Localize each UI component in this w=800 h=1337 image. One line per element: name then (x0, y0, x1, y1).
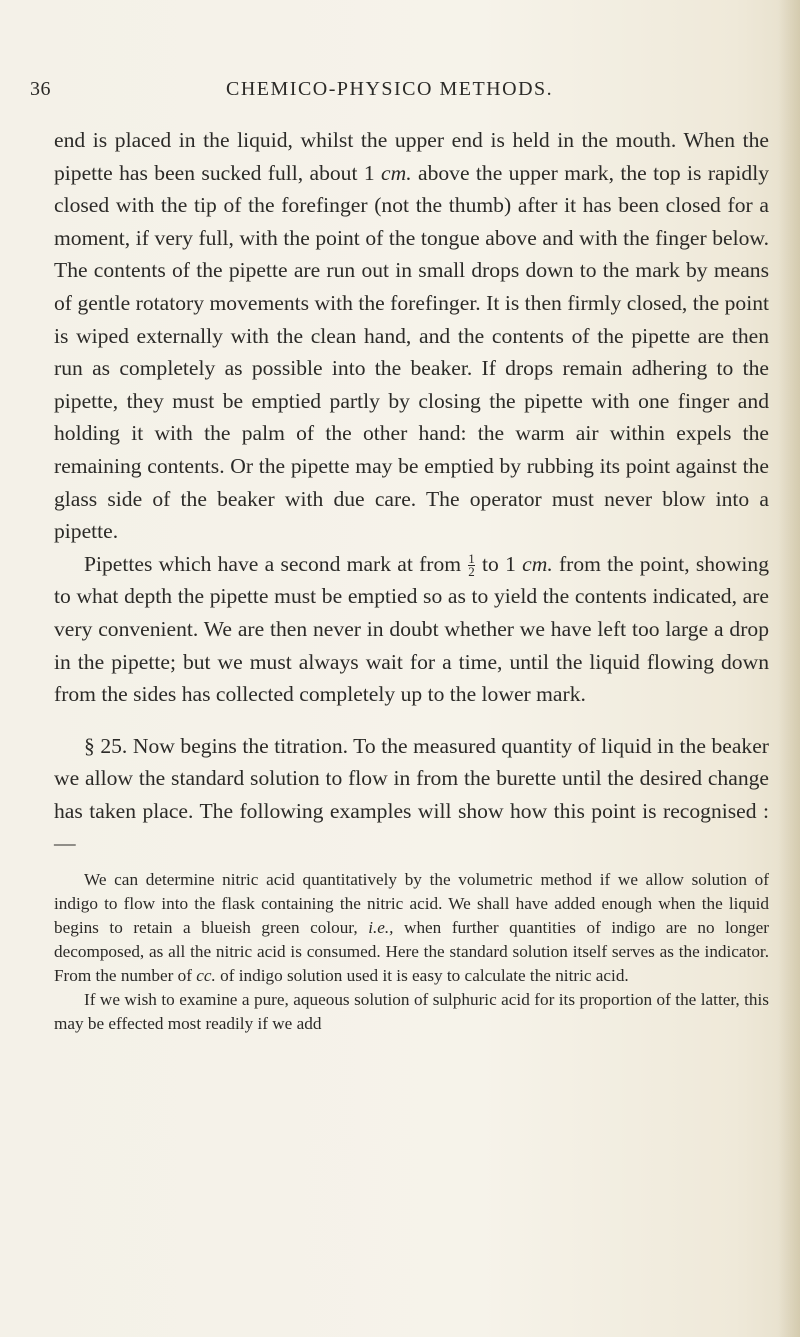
text-run: We can determine nitric acid quantitatively by the volumetric method if we allow solution of indigo to flow into the flask containing the nitric acid. We shall have added enough when the liquid begins to retain a blueish green colour, (54, 870, 769, 937)
body-text (54, 124, 769, 1035)
paragraph-section-25 (54, 730, 769, 860)
page-number: 36 (30, 78, 51, 100)
paragraph-second-mark (54, 548, 769, 711)
unit-cm: cm. (522, 551, 553, 576)
running-title: CHEMICO-PHYSICO METHODS. (226, 78, 554, 100)
example-sulphuric-acid (54, 988, 769, 1036)
page-edge-shadow (778, 0, 800, 1337)
text-run: when further quantities of indigo are no longer decomposed, as all the nitric acid is consumed. Here the standard solution itself serves as the indicator. From the number of (54, 917, 770, 985)
text-run: to 1 (482, 551, 516, 576)
small-print-examples (54, 868, 769, 1035)
text-run: § 25. Now begins the titration. To the measured quantity of liquid in the beaker we allow the standard solution to flow in from the burette until the desired change has taken place. The following examples will show how this point is recognised :— (54, 733, 769, 856)
paragraph-pipette-use (54, 124, 769, 548)
text-run: end is placed in the liquid, whilst the upper end is held in the mouth. When the pipette has been sucked full, about 1 (54, 128, 769, 185)
fraction-denominator: 2 (468, 564, 475, 580)
text-run: above the upper mark, the top is rapidly closed with the tip of the forefinger (not the thumb) after it has been closed for a moment, if very full, with the point of the tongue above and with the finger below. The contents of the pipette are run out in small drops down to the mark by means of gentle rotatory movements with the forefinger. It is then firmly closed, the point is wiped externally with the clean hand, and the contents of the pipette are then run as completely as possible into the beaker. If drops remain adhering to the pipette, they must be emptied partly by closing the pipette with one finger and holding it with the palm of the other hand: the warm air within expels the remaining contents. Or the pipette may be emptied by rubbing its point against the glass side of the beaker with due care. The operator must never blow into a pipette. (54, 160, 769, 544)
text-run: Pipettes which have a second mark at from (84, 551, 462, 576)
text-run: If we wish to examine a pure, aqueous solution of sulphuric acid for its proportion of the latter, this may be effected most readily if we add (54, 989, 769, 1033)
example-nitric-acid (54, 868, 769, 988)
unit-cm: cm. (381, 160, 412, 185)
text-run: of indigo solution used it is easy to calculate the nitric acid. (220, 965, 629, 985)
fraction-numerator: 1 (468, 551, 475, 567)
text-run: from the point, showing to what depth the pipette must be emptied so as to yield the contents indicated, are very convenient. We are then never in doubt whether we have left too large a drop in the pipette; but we must always wait for a time, until the liquid flowing down from the sides has collected completely up to the lower mark. (54, 551, 770, 707)
fraction-one-half (467, 553, 476, 578)
running-head (0, 78, 800, 108)
abbrev-ie: i.e., (368, 917, 394, 937)
abbrev-cc: cc. (196, 965, 216, 985)
